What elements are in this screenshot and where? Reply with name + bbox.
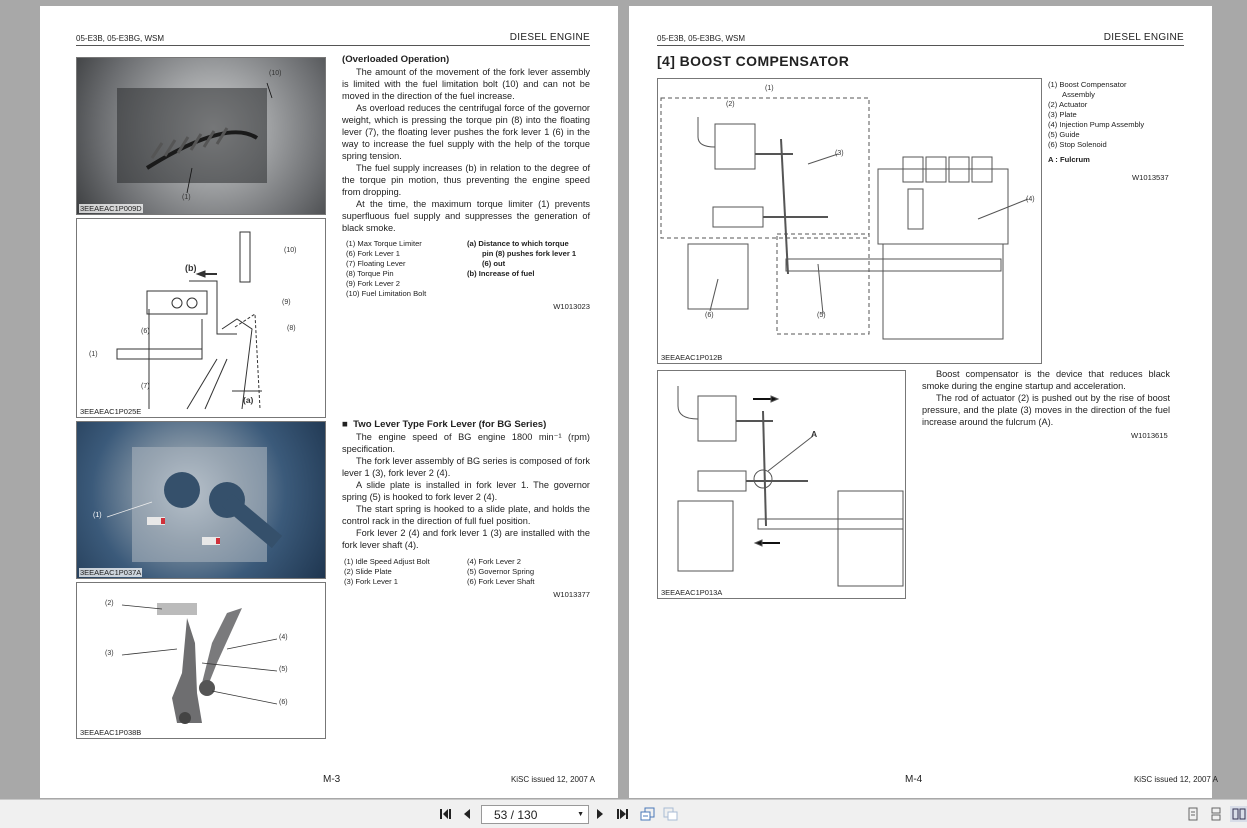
page-number: M-3 [323,774,341,785]
document-code: W1013377 [553,590,590,599]
next-page-button[interactable] [594,806,606,822]
continuous-view-button[interactable] [1209,806,1223,822]
legend-right-2: (4) Fork Lever 2 (5) Governor Spring (6) Fork Lever Shaft [467,557,535,586]
previous-view-icon [640,807,656,821]
figure-caption: 3EEAEAC1P009D [80,204,142,213]
prev-page-icon [462,808,472,820]
single-page-view-icon [1188,807,1198,821]
section-heading: ■ Two Lever Type Fork Lever (for BG Series) [342,419,547,430]
figure-boost-compensator: (1) (2) (3) (4) (5) (6) 3EEAEAC1P012B [657,78,1042,364]
lever-photo-illustration [77,422,325,578]
go-forward-view-button[interactable] [663,806,679,822]
figure-caption: 3EEAEAC1P037A [80,568,142,577]
legend-left: (1) Max Torque Limiter (6) Fork Lever 1 (7) Floating Lever (8) Torque Pin (9) Fork Lever 2 (10) Fuel Limitation Bolt [346,239,427,298]
document-code: W1013537 [1132,173,1169,182]
viewer-toolbar [0,799,1247,828]
next-view-icon [663,807,679,821]
figure-fork-lever-part: (2) (3) (4) (5) (6) 3EEAEAC1P038B [76,582,326,739]
page-header [76,29,590,46]
header-right: DIESEL ENGINE [1103,32,1184,43]
page-number-value: 53 / 130 [494,807,538,822]
two-page-view-button[interactable] [1230,806,1247,822]
figure-bg-governor-photo: (1) 3EEAEAC1P037A [76,421,326,579]
figure-caption: 3EEAEAC1P025E [80,407,142,416]
figure-caption: 3EEAEAC1P012B [661,353,723,362]
continuous-view-icon [1211,807,1221,821]
single-page-view-button[interactable] [1186,806,1200,822]
first-page-icon [439,808,453,820]
square-bullet-icon: ■ [342,419,348,430]
dropdown-arrow-icon: ▼ [577,811,584,818]
header-left: 05-E3B, 05-E3BG, WSM [76,34,165,43]
figure-boost-compensator-operation: A 3EEAEAC1P013A [657,370,906,599]
section-heading: (Overloaded Operation) [342,54,450,65]
previous-page-button[interactable] [461,806,473,822]
document-code: W1013023 [553,302,590,311]
section-title: [4] BOOST COMPENSATOR [657,53,850,69]
legend-left-2: (1) Idle Speed Adjust Bolt (2) Slide Plate (3) Fork Lever 1 [344,557,430,586]
fork-lever-part-illustration [77,583,325,738]
page-number-select[interactable] [481,805,589,824]
go-back-view-button[interactable] [640,806,656,822]
header-left: 05-E3B, 05-E3BG, WSM [657,34,746,43]
two-lever-section: ■ Two Lever Type Fork Lever (for BG Series) The engine speed of BG engine 1800 min⁻¹ (rpm) specification. The fork lever assembly of BG series is composed of fork lever 1 (3), fork lever 2 (4). A slide plate is installed in fork lever 1. The governor spring (5) is hooked to fork lever 2 (4). The start spring is hooked to a slide plate, and holds the control rack in the direction of full fuel position. Fork lever 2 (4) and fork lever 1 (3) are installed with the fork lever shaft (4). [342,419,590,550]
two-page-view-icon [1232,807,1246,821]
overloaded-operation-section: (Overloaded Operation) The amount of the movement of the fork lever assembly is limited with the fuel limitation bolt (10) and can not be moved in the direction of the fuel increase. As overload reduces the centrifugal force of the governor weight, which is pressing the torque pin (8) into the floating lever (7), the floating lever pushes the fork lever 1 (6) in the way to increase the fuel supply with the help of the torque spring tension. The fuel supply increases (b) in relation to the degree of the torque pin motion, thus preventing the engine speed from dropping. At the time, the maximum torque limiter (1) prevents superfluous fuel supply and suppresses the generation of black smoke. [342,54,590,233]
legend-right: (a) Distance to which torque pin (8) pushes fork lever 1 (6) out (b) Increase of fuel [467,239,577,278]
next-page-icon [595,808,605,820]
boost-compensator-description: Boost compensator is the device that reduces black smoke during the engine startup and acceleration. The rod of actuator (2) is pushed out by the rise of boost pressure, and the plate (3) moves in the direction of the fuel increase around the fulcrum (A). [922,369,1170,427]
boost-compensator-diagram [658,79,1041,363]
document-code: W1013615 [1131,431,1168,440]
left-page [40,6,618,798]
issued-note: KiSC issued 12, 2007 A [510,775,595,784]
right-page [629,6,1218,798]
boost-operation-diagram [658,371,905,598]
figure-fork-lever-diagram: (10) (b) (9) (8) (6) (1) (7) (a) 3EEAEAC1P025E [76,218,326,418]
page-number: M-4 [905,774,923,785]
spring-illustration [77,58,325,214]
page-header [657,29,1184,46]
figure-governor-photo: (10) (1) 3EEAEAC1P009D [76,57,326,215]
issued-note: KiSC issued 12, 2007 A [1133,775,1218,784]
parts-legend: (1) Boost Compensator Assembly (2) Actuator (3) Plate (4) Injection Pump Assembly (5) Guide (6) Stop Solenoid A : Fulcrum [1048,80,1145,164]
figure-caption: 3EEAEAC1P013A [661,588,723,597]
figure-caption: 3EEAEAC1P038B [80,728,142,737]
last-page-icon [616,808,630,820]
first-page-button[interactable] [438,806,454,822]
last-page-button[interactable] [615,806,631,822]
header-right: DIESEL ENGINE [509,32,590,43]
